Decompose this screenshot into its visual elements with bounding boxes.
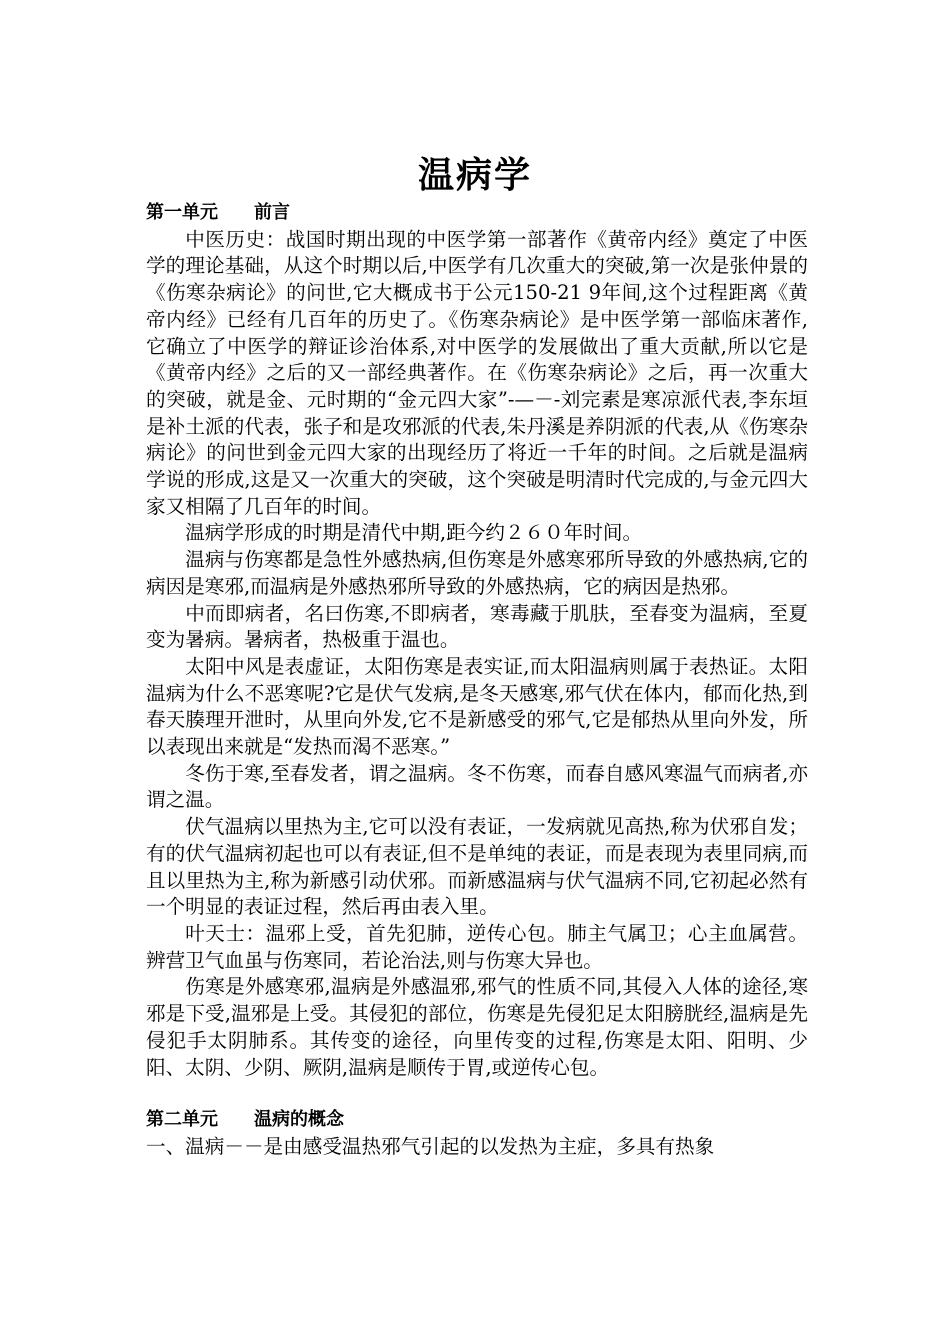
paragraph: 一、温病－－是由感受温热邪气引起的以发热为主症，多具有热象 xyxy=(146,1134,715,1158)
paragraph: 中医历史：战国时期出现的中医学第一部著作《黄帝内经》奠定了中医学的理论基础，从这个时期以后,中医学有几次重大的突破,第一次是张仲景的《伤寒杂病论》的问世,它大概成书于公元150-21 9年间,这个过程距离《黄帝内经》已经有几百年的历史了。《伤寒杂病论》是中医学第一部临床著作,它确立了中医学的辩证诊治体系,对中医学的发展做出了重大贡献,所以它是《黄帝内经》之后的又一部经典著作。在《伤寒杂病论》之后，再一次重大的突破，就是金、元时期的“金元四大家”-—－-刘完素是寒凉派代表,李东垣是补土派的代表，张子和是攻邪派的代表,朱丹溪是养阴派的代表,从《伤寒杂病论》的问世到金元四大家的出现经历了将近一千年的时间。之后就是温病学说的形成,这是又一次重大的突破，这个突破是明清时代完成的,与金元四大家又相隔了几百年的时间。 xyxy=(146,227,808,518)
section-spacer xyxy=(146,1081,808,1107)
paragraph: 温病与伤寒都是急性外感热病,但伤寒是外感寒邪所导致的外感热病,它的病因是寒邪,而温病是外感热邪所导致的外感热病，它的病因是热邪。 xyxy=(146,548,808,598)
section-heading-2: 第二单元 温病的概念 xyxy=(146,1109,344,1131)
paragraph: 中而即病者，名曰伤寒,不即病者，寒毒藏于肌肤，至春变为温病，至夏变为暑病。暑病者，热极重于温也。 xyxy=(146,601,808,652)
paragraph: 温病学形成的时期是清代中期,距今约２６０年时间。 xyxy=(185,521,643,545)
paragraph: 叶天士：温邪上受，首先犯肺，逆传心包。肺主气属卫；心主血属营。辨营卫气血虽与伤寒同，若论治法,则与伤寒大异也。 xyxy=(146,921,808,972)
section-heading-1: 第一单元 前言 xyxy=(146,202,290,223)
paragraph: 伏气温病以里热为主,它可以没有表证，一发病就见高热,称为伏邪自发；有的伏气温病初起也可以有表证,但不是单纯的表证，而是表现为表里同病,而且以里热为主,称为新感引动伏邪。而新感温病与伏气温病不同,它初起必然有一个明显的表证过程，然后再由表入里。 xyxy=(146,815,808,919)
paragraph: 冬伤于寒,至春发者，谓之温病。冬不伤寒，而春自感风寒温气而病者,亦谓之温。 xyxy=(146,761,808,812)
document-title: 温病学 xyxy=(417,155,532,197)
document-body xyxy=(146,200,808,1161)
paragraph: 伤寒是外感寒邪,温病是外感温邪,邪气的性质不同,其侵入人体的途径,寒邪是下受,温邪是上受。其侵犯的部位，伤寒是先侵犯足太阳膀胱经,温病是先侵犯手太阴肺系。其传变的途径，向里传变的过程,伤寒是太阳、阳明、少阳、太阴、少阴、厥阴,温病是顺传于胃,或逆传心包。 xyxy=(146,975,808,1079)
paragraph: 太阳中风是表虚证，太阳伤寒是表实证,而太阳温病则属于表热证。太阳温病为什么不恶寒呢?它是伏气发病,是冬天感寒,邪气伏在体内，郁而化热,到春天腠理开泄时，从里向外发,它不是新感受的邪气,它是郁热从里向外发，所以表现出来就是“发热而渴不恶寒。” xyxy=(146,654,808,759)
